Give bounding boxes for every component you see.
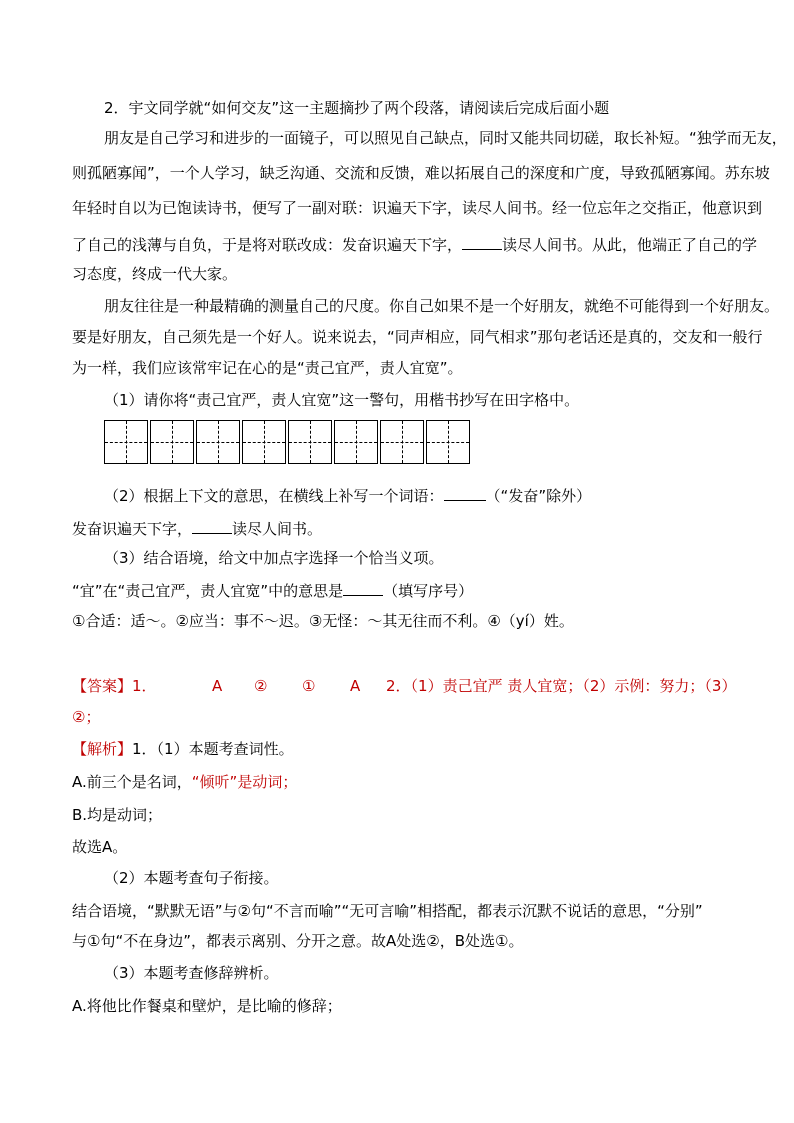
sub2-prefix: （2）根据上下文的意思，在横线上补写一个词语： [104,487,444,505]
sub3-question [72,579,724,601]
answer-part-1-label: 1． [132,677,157,695]
answer-part-2: 2．（1）责己宜严 责人宜宽；（2）示例：努力；（3） [386,677,737,695]
para1-line: 则孤陋寡闻”，一个人学习，缺乏沟通、交流和反馈，难以拓展自己的深度和广度，导致孤陋寡闻。苏东坡 [72,164,770,182]
para2-line: 为一样，我们应该常牢记在心的是“责己宜严，责人宜宽”。 [72,359,463,377]
para1-text: 读尽人间书。从此，他端正了自己的学 [502,236,758,254]
sub-question-1: （1）请你将“责己宜严，责人宜宽”这一警句，用楷书抄写在田字格中。 [104,391,580,409]
answer-value: A [350,677,361,695]
sub3-options: ①合适：适～。②应当：事不～迟。③无怪：～其无往而不利。④（yí）姓。 [72,612,574,630]
para1-line: 朋友是自己学习和进步的一面镜子，可以照见自己缺点，同时又能共同切磋，取长补短。“独学而无友， [104,129,787,147]
para1-line: 年轻时自以为已饱读诗书，便写了一副对联：识遍天下字，读尽人间书。经一位忘年之交指正，他意识到 [72,199,763,217]
answer-continuation: ②； [72,708,101,726]
answer-value: A [212,677,223,695]
tianzige-cell[interactable] [426,420,470,464]
tianzige-grid [104,420,472,464]
answer-value: ② [254,677,268,695]
sub3-prefix: “宜”在“责己宜严，责人宜宽”中的意思是 [72,582,344,600]
para1-line [72,233,758,255]
tianzige-cell[interactable] [196,420,240,464]
sub2-suffix: （“发奋”除外） [485,487,592,505]
sub3-suffix: （填写序号） [383,582,474,600]
para1-text: 了自己的浅薄与自负，于是将对联改成：发奋识遍天下字， [72,236,463,254]
tianzige-cell[interactable] [380,420,424,464]
para1-line: 习态度，终成一代大家。 [72,265,238,283]
analysis-line: 故选A。 [72,838,128,856]
question-title: 2．宇文同学就“如何交友”这一主题摘抄了两个段落，请阅读后完成后面小题 [104,99,610,117]
analysis-tag: 【解析】 [72,740,133,758]
analysis-line [72,739,724,759]
para2-line: 朋友往往是一种最精确的测量自己的尺度。你自己如果不是一个好朋友，就绝不可能得到一个好朋友。 [104,297,780,315]
analysis-line: （3）本题考查修辞辨析。 [104,964,279,982]
fill-blank-line [343,579,383,596]
tianzige-cell[interactable] [288,420,332,464]
analysis-line: A.将他比作餐桌和壁炉，是比喻的修辞； [72,997,342,1015]
fill-blank-line [462,233,502,250]
tianzige-cell[interactable] [334,420,378,464]
tianzige-cell[interactable] [150,420,194,464]
tianzige-cell[interactable] [104,420,148,464]
analysis-line: 与①句“不在身边”，都表示离别、分开之意。故A处选②，B处选①。 [72,932,524,950]
analysis-text: A.前三个是名词， [72,773,192,791]
para2-line: 要是好朋友，自己须先是一个好人。说来说去，“同声相应，同气相求”那句老话还是真的，交友和一般行 [72,328,763,346]
fill-blank-line [444,484,486,501]
analysis-text: 1．（1）本题考查词性。 [132,740,294,758]
analysis-line: 结合语境，“默默无语”与②句“不言而喻”“无可言喻”相搭配，都表示沉默不说话的意思，“分别” [72,902,703,920]
analysis-highlight: “倾听”是动词； [191,773,298,791]
analysis-line [72,772,724,792]
analysis-line: B.均是动词； [72,806,163,824]
sub2-line-a: 发奋识遍天下字， [72,520,193,538]
fill-blank-line [192,517,232,534]
analysis-line: （2）本题考查句子衔接。 [104,869,279,887]
sub2-sentence [72,517,724,539]
tianzige-cell[interactable] [242,420,286,464]
sub2-line-b: 读尽人间书。 [232,520,323,538]
answer-tag: 【答案】 [72,677,133,695]
answer-value: ① [302,677,316,695]
sub-question-2 [104,484,724,506]
sub-question-3: （3）结合语境，给文中加点字选择一个恰当义项。 [104,549,444,567]
answer-line [72,676,737,696]
